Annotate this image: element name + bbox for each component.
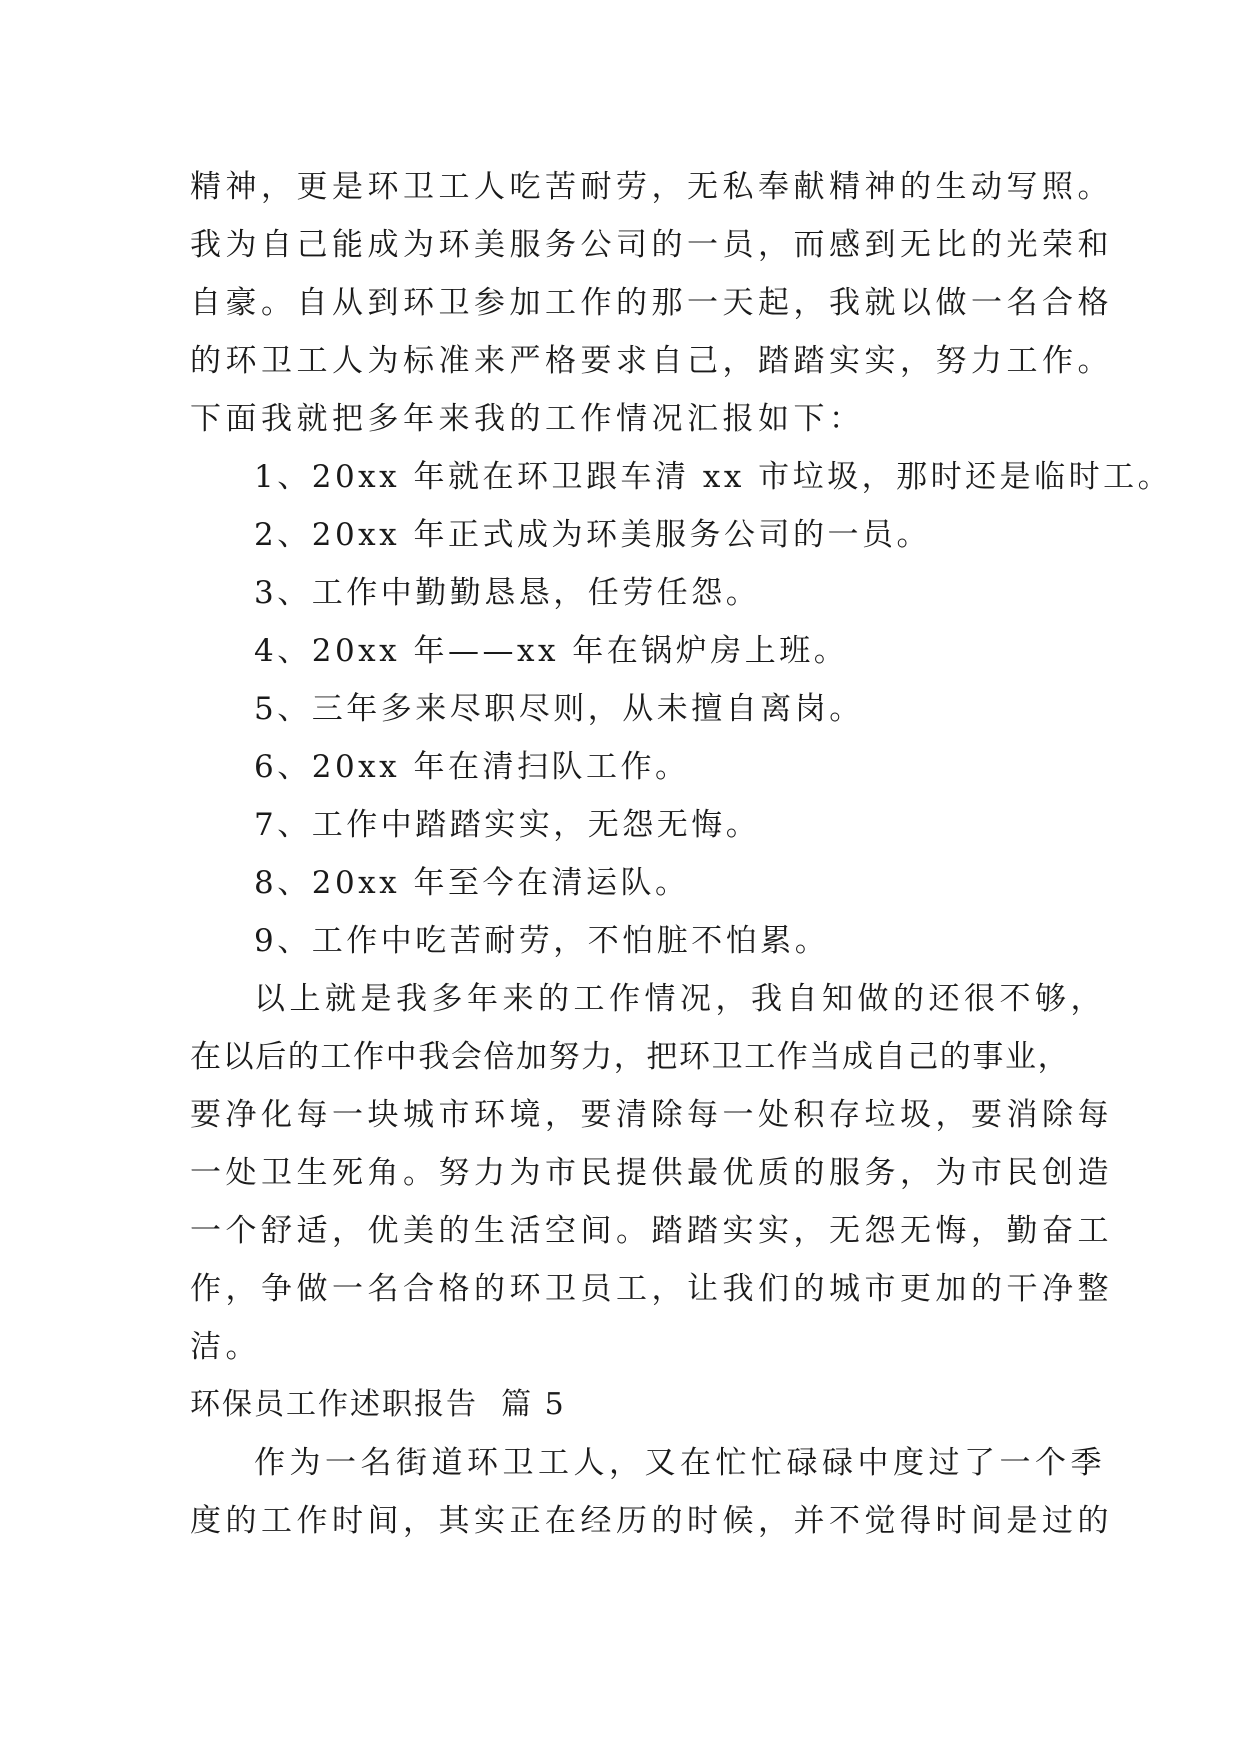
list-item: 7、工作中踏踏实实，无怨无悔。	[254, 807, 761, 843]
paragraph-line: 一处卫生死角。努力为市民提供最优质的服务，为市民创造	[190, 1155, 1113, 1191]
section-title: 环保员工作述职报告 篇 5	[190, 1387, 566, 1422]
paragraph-line: 我为自己能成为环美服务公司的一员，而感到无比的光荣和	[190, 227, 1113, 263]
paragraph-line: 要净化每一块城市环境，要清除每一处积存垃圾，要消除每	[190, 1097, 1113, 1133]
paragraph-line: 作为一名街道环卫工人，又在忙忙碌碌中度过了一个季	[254, 1445, 1106, 1481]
paragraph-line: 度的工作时间，其实正在经历的时候，并不觉得时间是过的	[190, 1503, 1113, 1539]
list-item: 1、20xx 年就在环卫跟车清 xx 市垃圾，那时还是临时工。	[254, 459, 1173, 495]
paragraph-line: 以上就是我多年来的工作情况，我自知做的还很不够，	[254, 981, 1106, 1017]
paragraph-line: 在以后的工作中我会倍加努力，把环卫工作当成自己的事业，	[190, 1039, 1071, 1075]
paragraph-line: 一个舒适，优美的生活空间。踏踏实实，无怨无悔，勤奋工	[190, 1213, 1113, 1249]
list-item: 5、三年多来尽职尽则，从未擅自离岗。	[254, 691, 864, 727]
list-item: 6、20xx 年在清扫队工作。	[254, 749, 690, 785]
paragraph-line: 精神，更是环卫工人吃苦耐劳，无私奉献精神的生动写照。	[190, 169, 1113, 205]
paragraph-line: 作，争做一名合格的环卫员工，让我们的城市更加的干净整	[190, 1271, 1113, 1307]
document-body	[190, 158, 1173, 1550]
paragraph-line: 下面我就把多年来我的工作情况汇报如下：	[190, 401, 865, 437]
list-item: 4、20xx 年——xx 年在锅炉房上班。	[254, 633, 849, 669]
list-item: 9、工作中吃苦耐劳，不怕脏不怕累。	[254, 923, 830, 959]
list-item: 8、20xx 年至今在清运队。	[254, 865, 690, 901]
list-item: 2、20xx 年正式成为环美服务公司的一员。	[254, 517, 931, 553]
paragraph-line: 自豪。自从到环卫参加工作的那一天起，我就以做一名合格	[190, 285, 1113, 321]
list-item: 3、工作中勤勤恳恳，任劳任怨。	[254, 575, 761, 611]
paragraph-line: 的环卫工人为标准来严格要求自己，踏踏实实，努力工作。	[190, 343, 1113, 379]
paragraph-line: 洁。	[190, 1329, 261, 1365]
